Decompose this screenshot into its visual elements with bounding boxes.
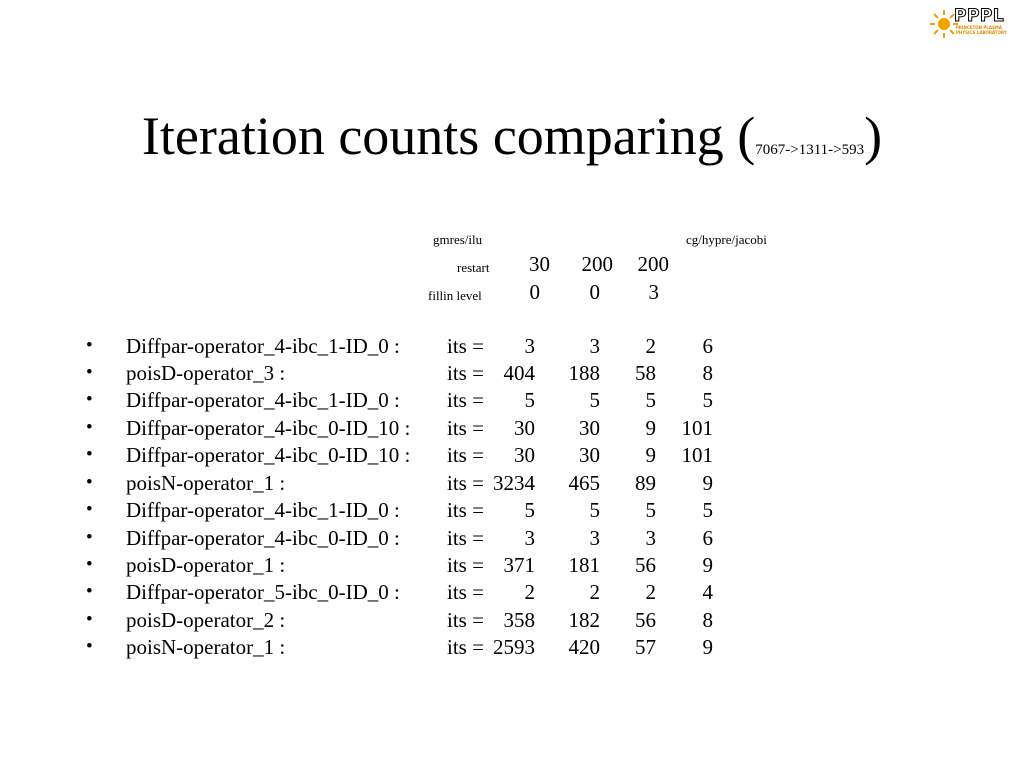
count-value: 30: [514, 416, 535, 440]
bullet: •: [86, 554, 93, 575]
count-value: 9: [645, 416, 656, 440]
list-item: [0, 498, 1024, 525]
its-label: its =: [447, 471, 484, 495]
operator-label: Diffpar-operator_4-ibc_0-ID_0 :: [126, 526, 400, 550]
its-label: its =: [447, 608, 484, 632]
count-value: 57: [635, 635, 656, 659]
count-value: 6: [702, 334, 713, 358]
restart-value: 200: [581, 252, 613, 276]
count-value: 56: [635, 608, 656, 632]
count-value: 3: [645, 526, 656, 550]
bullet: •: [86, 417, 93, 438]
title-subscript: 7067->1311->593: [755, 142, 865, 158]
its-label: its =: [447, 334, 484, 358]
operator-label: Diffpar-operator_4-ibc_0-ID_10 :: [126, 443, 411, 467]
count-value: 89: [635, 471, 656, 495]
operator-label: Diffpar-operator_4-ibc_1-ID_0 :: [126, 334, 400, 358]
count-value: 3234: [493, 471, 535, 495]
count-value: 404: [503, 361, 535, 385]
count-value: 181: [568, 553, 600, 577]
its-label: its =: [447, 361, 484, 385]
pppl-logo: [930, 6, 1010, 46]
list-item: [0, 416, 1024, 443]
bullet: •: [86, 581, 93, 602]
list-item: [0, 580, 1024, 607]
count-value: 5: [589, 498, 600, 522]
list-item: [0, 553, 1024, 580]
operator-label: Diffpar-operator_4-ibc_1-ID_0 :: [126, 388, 400, 412]
count-value: 30: [579, 443, 600, 467]
count-value: 5: [702, 388, 713, 412]
count-value: 2: [524, 580, 535, 604]
operator-label: Diffpar-operator_5-ibc_0-ID_0 :: [126, 580, 400, 604]
list-item: [0, 334, 1024, 361]
count-value: 188: [568, 361, 600, 385]
bullet: •: [86, 609, 93, 630]
list-item: [0, 608, 1024, 635]
bullet: •: [86, 362, 93, 383]
fillin-value: 3: [648, 280, 659, 304]
count-value: 8: [702, 361, 713, 385]
operator-label: poisD-operator_2 :: [126, 608, 286, 632]
count-value: 9: [702, 471, 713, 495]
logo-subtext: PRINCETON PLASMA PHYSICS LABORATORY: [956, 25, 1007, 35]
count-value: 4: [702, 580, 713, 604]
method-gmres-label: gmres/ilu: [433, 232, 483, 247]
count-value: 2: [645, 580, 656, 604]
count-value: 371: [503, 553, 535, 577]
title-main: Iteration counts comparing (: [141, 106, 756, 166]
bullet: •: [86, 527, 93, 548]
logo-text: PPPL: [954, 6, 1005, 26]
count-value: 8: [702, 608, 713, 632]
its-label: its =: [447, 526, 484, 550]
count-value: 5: [645, 388, 656, 412]
its-label: its =: [447, 498, 484, 522]
bullet: •: [86, 389, 93, 410]
count-value: 2593: [493, 635, 535, 659]
its-label: its =: [447, 388, 484, 412]
count-value: 9: [702, 635, 713, 659]
count-value: 5: [589, 388, 600, 412]
count-value: 5: [524, 388, 535, 412]
count-value: 9: [645, 443, 656, 467]
fillin-value: 0: [529, 280, 540, 304]
count-value: 3: [589, 526, 600, 550]
fillin-value: 0: [589, 280, 600, 304]
count-value: 58: [635, 361, 656, 385]
count-value: 5: [645, 498, 656, 522]
count-value: 420: [568, 635, 600, 659]
count-value: 30: [514, 443, 535, 467]
count-value: 30: [579, 416, 600, 440]
its-label: its =: [447, 553, 484, 577]
count-value: 101: [681, 443, 713, 467]
count-value: 9: [702, 553, 713, 577]
its-label: its =: [447, 635, 484, 659]
operator-label: poisN-operator_1 :: [126, 471, 286, 495]
operator-label: poisD-operator_3 :: [126, 361, 286, 385]
count-value: 5: [524, 498, 535, 522]
list-item: [0, 635, 1024, 662]
bullet: •: [86, 499, 93, 520]
count-value: 5: [702, 498, 713, 522]
its-label: its =: [447, 416, 484, 440]
bullet: •: [86, 472, 93, 493]
bullet: •: [86, 444, 93, 465]
bullet: •: [86, 636, 93, 657]
list-item: [0, 361, 1024, 388]
count-value: 6: [702, 526, 713, 550]
list-item: [0, 471, 1024, 498]
count-value: 2: [589, 580, 600, 604]
bullet: •: [86, 335, 93, 356]
list-item: [0, 388, 1024, 415]
count-value: 358: [503, 608, 535, 632]
method-cg-label: cg/hypre/jacobi: [686, 232, 767, 247]
its-label: its =: [447, 580, 484, 604]
list-item: [0, 443, 1024, 470]
operator-label: Diffpar-operator_4-ibc_1-ID_0 :: [126, 498, 400, 522]
count-value: 101: [681, 416, 713, 440]
count-value: 2: [645, 334, 656, 358]
list-item: [0, 526, 1024, 553]
slide-title: [0, 104, 1024, 182]
restart-value: 200: [637, 252, 669, 276]
restart-value: 30: [529, 252, 550, 276]
count-value: 56: [635, 553, 656, 577]
operator-label: poisN-operator_1 :: [126, 635, 286, 659]
count-value: 465: [568, 471, 600, 495]
operator-label: poisD-operator_1 :: [126, 553, 286, 577]
title-close: ): [864, 106, 883, 166]
count-value: 3: [589, 334, 600, 358]
operator-label: Diffpar-operator_4-ibc_0-ID_10 :: [126, 416, 411, 440]
its-label: its =: [447, 443, 484, 467]
fillin-label: fillin level: [428, 288, 482, 303]
count-value: 3: [524, 334, 535, 358]
count-value: 182: [568, 608, 600, 632]
restart-label: restart: [457, 260, 490, 275]
count-value: 3: [524, 526, 535, 550]
